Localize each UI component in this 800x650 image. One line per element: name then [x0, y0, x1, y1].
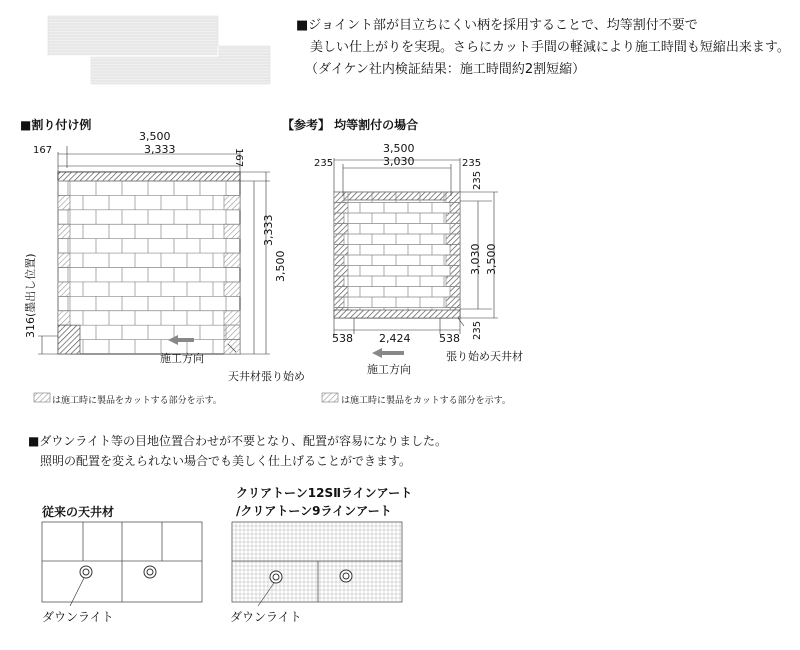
ref-brick-edge — [334, 213, 344, 224]
ref-brick-edge — [334, 245, 348, 256]
ref-dim-total-width: 3,500 — [383, 142, 415, 155]
start-label: 天井材張り始め — [228, 370, 305, 383]
brick-edge — [58, 311, 70, 325]
layout-example-heading: ■割り付け例 — [20, 118, 92, 132]
ref-brick-edge — [450, 245, 460, 256]
ref-brick-edge — [334, 297, 344, 308]
intro-line-2: 美しい仕上がりを実現。さらにカット手間の軽減により施工時間も短縮出来ます。 — [310, 40, 790, 55]
ref-brick-edge — [446, 297, 460, 308]
dim-inner-width: 3,333 — [144, 143, 176, 156]
ref-start-label: 張り始め天井材 — [446, 350, 523, 363]
brick-edge — [224, 340, 240, 354]
ref-dim-left-margin: 235 — [314, 158, 334, 169]
cut-legend-note: は施工時に製品をカットする部分を示す。 — [52, 396, 222, 406]
ref-brick-edge — [450, 287, 460, 298]
dim-total-height: 3,500 — [274, 250, 287, 282]
direction-arrow-icon — [372, 348, 404, 358]
ref-brick-edge — [334, 234, 344, 245]
dim-inner-height: 3,333 — [262, 214, 275, 246]
conventional-ceiling-diagram — [42, 522, 202, 606]
downlight-icon — [270, 571, 282, 583]
cut-legend-swatch — [34, 393, 50, 402]
dim-right-margin: 167 — [233, 148, 244, 168]
cut-legend-swatch — [322, 393, 338, 402]
ref-brick-edge — [334, 266, 348, 277]
brick-edge — [58, 224, 70, 238]
cleartone-label-1: クリアトーン12SⅡラインアート — [236, 486, 413, 500]
intro-line-3: （ダイケン社内検証結果：施工時間約2割短縮） — [305, 62, 586, 77]
brick-edge — [224, 282, 240, 296]
downlight-line-2: 照明の配置を変えられない場合でも美しく仕上げることができます。 — [40, 454, 412, 468]
ref-dim-bottom-left: 538 — [332, 332, 353, 345]
ref-dim-bottom-center: 2,424 — [379, 332, 411, 345]
ref-dim-right-margin: 235 — [462, 158, 482, 169]
dim-total-width: 3,500 — [139, 130, 171, 143]
ref-brick-edge — [446, 255, 460, 266]
brick-edge — [58, 195, 70, 209]
brick-edge — [58, 282, 70, 296]
brick-edge — [224, 253, 240, 267]
direction-label: 施工方向 — [160, 352, 204, 365]
ref-brick-edge — [334, 276, 344, 287]
ref-dim-top-margin: 235 — [472, 170, 483, 190]
dim-left-margin: 167 — [33, 145, 53, 156]
brick-edge — [58, 253, 70, 267]
ref-brick-edge — [446, 192, 460, 203]
cleartone-label-2: /クリアトーン9ラインアート — [236, 504, 392, 518]
ref-cut-legend-note: は施工時に製品をカットする部分を示す。 — [341, 396, 511, 406]
ref-bottom-cut — [334, 310, 460, 318]
cleartone-downlight-label: ダウンライト — [230, 610, 302, 624]
brick-edge — [224, 195, 240, 209]
ref-top-cut — [334, 192, 460, 200]
ref-brick-edge — [334, 287, 348, 298]
conventional-label: 従来の天井材 — [42, 505, 115, 519]
ref-brick-edge — [450, 266, 460, 277]
downlight-icon — [340, 570, 352, 582]
layout-example-diagram — [38, 146, 270, 354]
intro-line-1: ■ジョイント部が目立ちにくい柄を採用することで、均等割付不要で — [296, 18, 698, 33]
ref-brick-edge — [334, 192, 344, 203]
ref-direction-label: 施工方向 — [367, 363, 411, 376]
ref-brick-edge — [334, 203, 348, 214]
ref-brick-edge — [334, 255, 344, 266]
ref-brick-edge — [334, 224, 348, 235]
reference-heading: 【参考】 均等割付の場合 — [282, 118, 419, 132]
ref-dim-inner-height: 3,030 — [469, 243, 482, 275]
ref-dim-bottom-right: 538 — [439, 332, 460, 345]
ref-dim-bottom-margin: 235 — [472, 320, 483, 340]
start-cut — [58, 325, 80, 354]
ref-brick-edge — [446, 234, 460, 245]
conventional-downlight-label: ダウンライト — [42, 610, 114, 624]
brick-edge — [224, 224, 240, 238]
ref-brick-edge — [450, 203, 460, 214]
ref-dim-total-height: 3,500 — [485, 243, 498, 275]
top-cut-strip — [58, 172, 240, 181]
ref-dim-inner-width: 3,030 — [383, 155, 415, 168]
brick-edge — [224, 325, 240, 339]
ref-brick-edge — [446, 276, 460, 287]
downlight-line-1: ■ダウンライト等の目地位置合わせが不要となり、配置が容易になりました。 — [28, 434, 447, 448]
cleartone-ceiling-diagram — [232, 522, 402, 606]
ref-brick-edge — [446, 213, 460, 224]
brick-edge — [224, 311, 240, 325]
ref-brick-edge — [450, 224, 460, 235]
dim-start-position: 316(墨出し位置) — [24, 253, 37, 338]
